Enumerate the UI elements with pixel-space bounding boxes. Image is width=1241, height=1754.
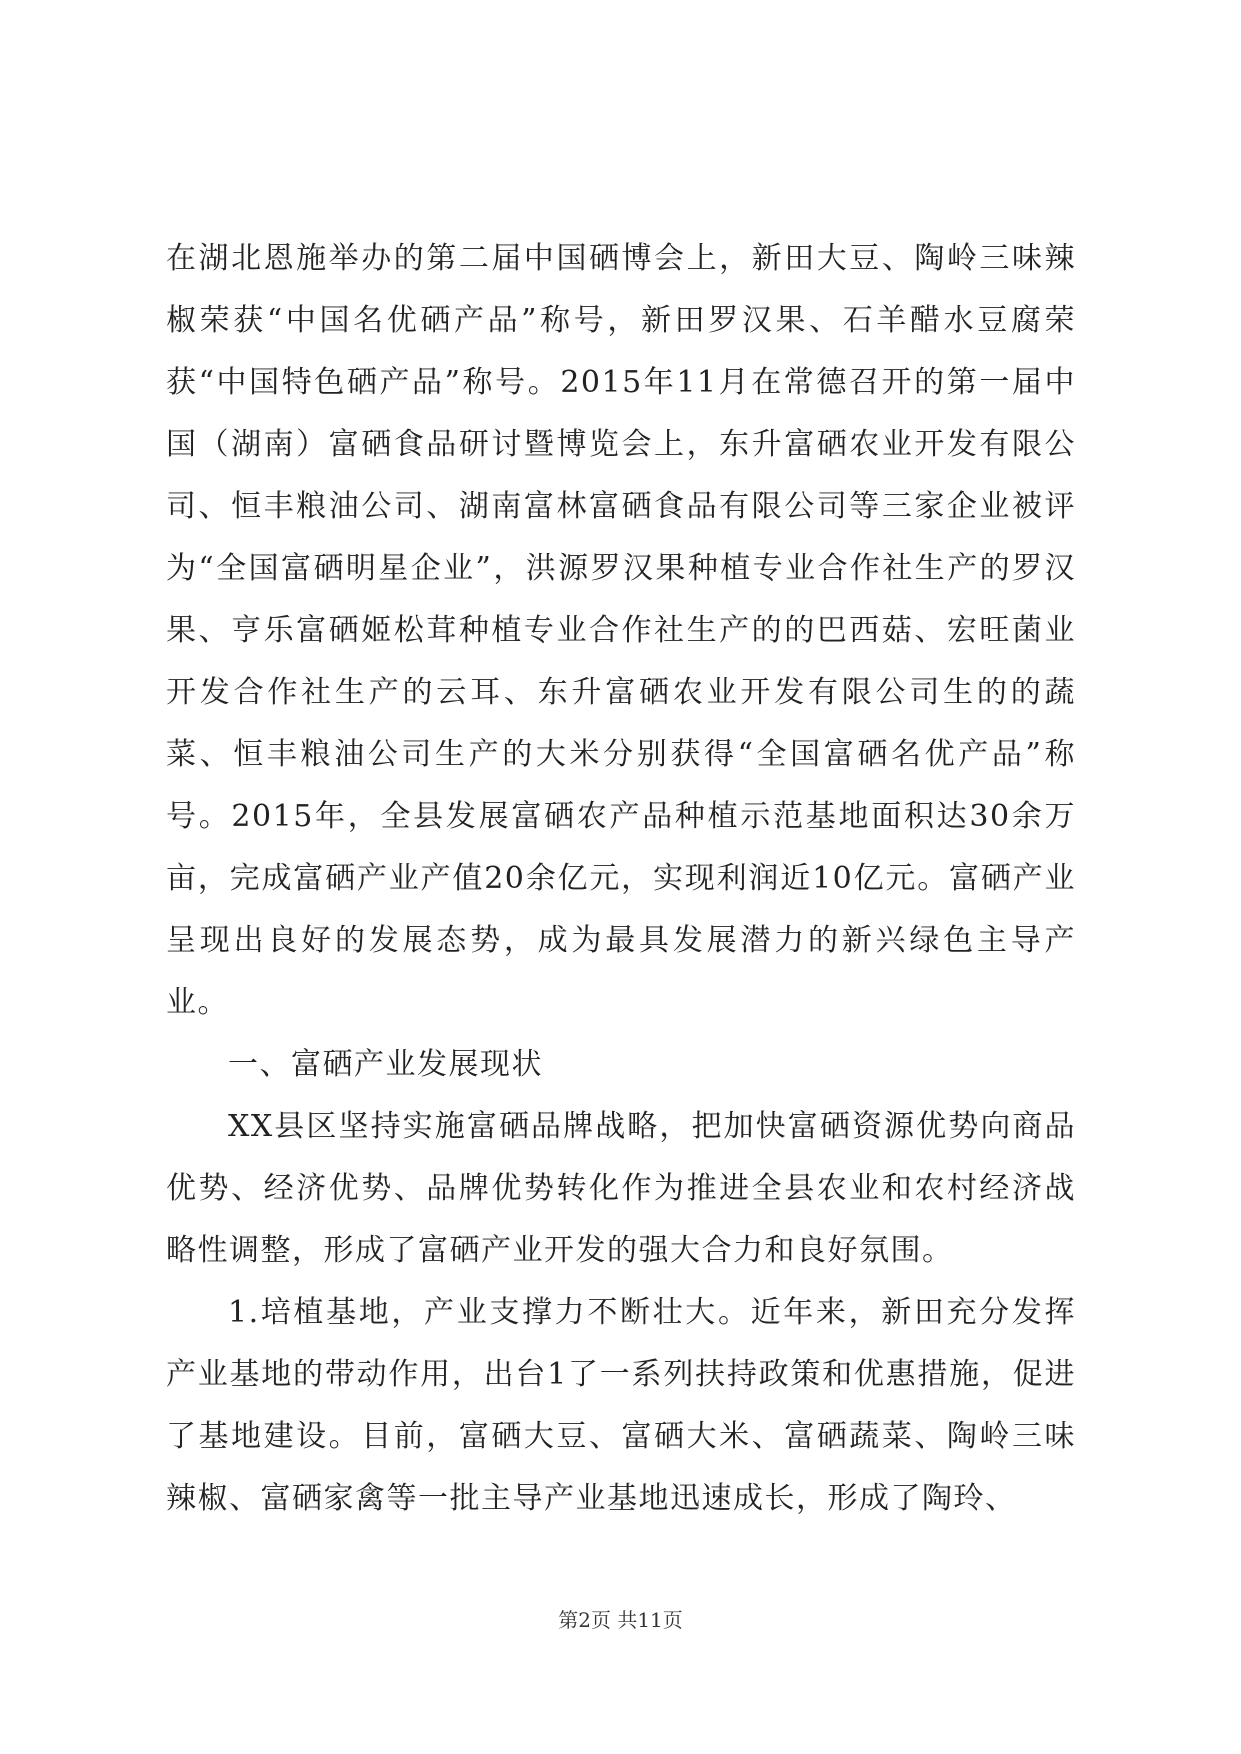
paragraph-bases: 1.培植基地，产业支撑力不断壮大。近年来，新田充分发挥产业基地的带动作用，出台1了一系列扶持政策和优惠措施，促进了基地建设。目前，富硒大豆、富硒大米、富硒蔬菜、陶岭三味辣椒、富硒家禽等一批主导产业基地迅速成长，形成了陶玲、 <box>166 1295 1076 1516</box>
paragraph-strategy: XX县区坚持实施富硒品牌战略，把加快富硒资源优势向商品优势、经济优势、品牌优势转化作为推进全县农业和农村经济战略性调整，形成了富硒产业开发的强大合力和良好氛围。 <box>166 1109 1076 1268</box>
page-footer: 第2页 共11页 <box>558 1608 683 1632</box>
document-body <box>166 228 1076 1530</box>
section-heading: 一、富硒产业发展现状 <box>228 1047 543 1082</box>
paragraph-awards: 在湖北恩施举办的第二届中国硒博会上，新田大豆、陶岭三味辣椒荣获“中国名优硒产品”称号，新田罗汉果、石羊醋水豆腐荣获“中国特色硒产品”称号。2015年11月在常德召开的第一届中国（湖南）富硒食品研讨暨博览会上，东升富硒农业开发有限公司、恒丰粮油公司、湖南富林富硒食品有限公司等三家企业被评为“全国富硒明星企业”，洪源罗汉果种植专业合作社生产的罗汉果、亨乐富硒姬松茸种植专业合作社生产的的巴西菇、宏旺菌业开发合作社生产的云耳、东升富硒农业开发有限公司生的的蔬菜、恒丰粮油公司生产的大米分别获得“全国富硒名优产品”称号。2015年，全县发展富硒农产品种植示范基地面积达30余万亩，完成富硒产业产值20余亿元，实现利润近10亿元。富硒产业呈现出良好的发展态势，成为最具发展潜力的新兴绿色主导产业。 <box>166 241 1076 1020</box>
